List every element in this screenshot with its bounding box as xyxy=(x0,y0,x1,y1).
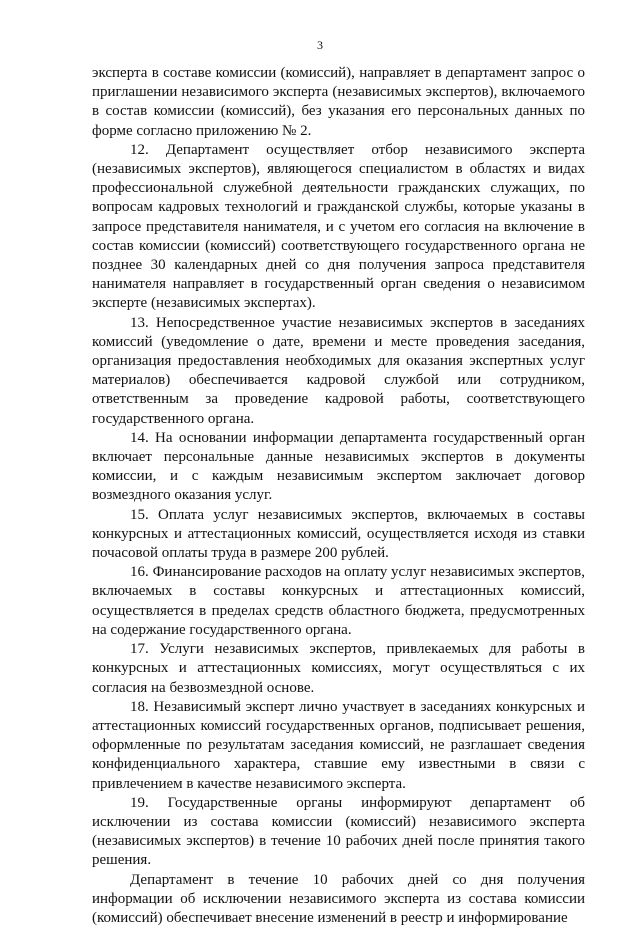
document-body xyxy=(92,64,585,928)
paragraph-12: 12. Департамент осуществляет отбор независимого эксперта (независимых экспертов), являющегося специалистом в областях и видах профессиональной служебной деятельности гражданских служащих, по вопросам кадровых технологий и гражданской службы, которые указаны в запросе представителя нанимателя, и с учетом его согласия на включение в состав комиссии (комиссий) соответствующего государственного органа не позднее 30 календарных дней со дня получения запроса представителя нанимателя направляет в государственный орган сведения о независимом эксперте (независимых экспертах). xyxy=(92,141,585,312)
page-number: 3 xyxy=(317,38,323,52)
paragraph-19: 19. Государственные органы информируют департамент об исключении из состава комиссии (комиссий) независимого эксперта (независимых экспертов) в течение 10 рабочих дней после принятия такого решения. xyxy=(92,794,585,869)
paragraph-14: 14. На основании информации департамента государственный орган включает персональные данные независимых экспертов в документы комиссии, и с каждым независимым экспертом заключает договор возмездного оказания услуг. xyxy=(92,429,585,504)
paragraph-continuation: эксперта в составе комиссии (комиссий), направляет в департамент запрос о приглашении независимого эксперта (независимых экспертов), включаемого в состав комиссии (комиссий), без указания его персональных данных по форме согласно приложению № 2. xyxy=(92,65,585,139)
paragraph-13: 13. Непосредственное участие независимых экспертов в заседаниях комиссий (уведомление о дате, времени и месте проведения заседания, организация предоставления необходимых для оказания экспертных услуг материалов) обеспечивается кадровой службой или сотрудником, ответственным за проведение кадровой работы, соответствующего государственного органа. xyxy=(92,314,585,427)
paragraph-15: 15. Оплата услуг независимых экспертов, включаемых в составы конкурсных и аттестационных комиссий, осуществляется исходя из ставки почасовой оплаты труда в размере 200 рублей. xyxy=(92,506,585,562)
paragraph-17: 17. Услуги независимых экспертов, привлекаемых для работы в конкурсных и аттестационных комиссиях, могут осуществляться с их согласия на безвозмездной основе. xyxy=(92,641,585,696)
paragraph-department: Департамент в течение 10 рабочих дней со дня получения информации об исключении независимого эксперта из состава комиссии (комиссий) обеспечивает внесение изменений в реестр и информирование xyxy=(92,871,585,926)
paragraph-16: 16. Финансирование расходов на оплату услуг независимых экспертов, включаемых в составы конкурсных и аттестационных комиссий, осуществляется в пределах средств областного бюджета, предусмотренных на содержание государственного органа. xyxy=(92,564,585,638)
paragraph-18: 18. Независимый эксперт лично участвует в заседаниях конкурсных и аттестационных комиссий государственных органов, подписывает решения, оформленные по результатам заседания комиссий, не разглашает сведения конфиденциального характера, ставшие ему известными в связи с привлечением в качестве независимого эксперта. xyxy=(92,698,585,792)
